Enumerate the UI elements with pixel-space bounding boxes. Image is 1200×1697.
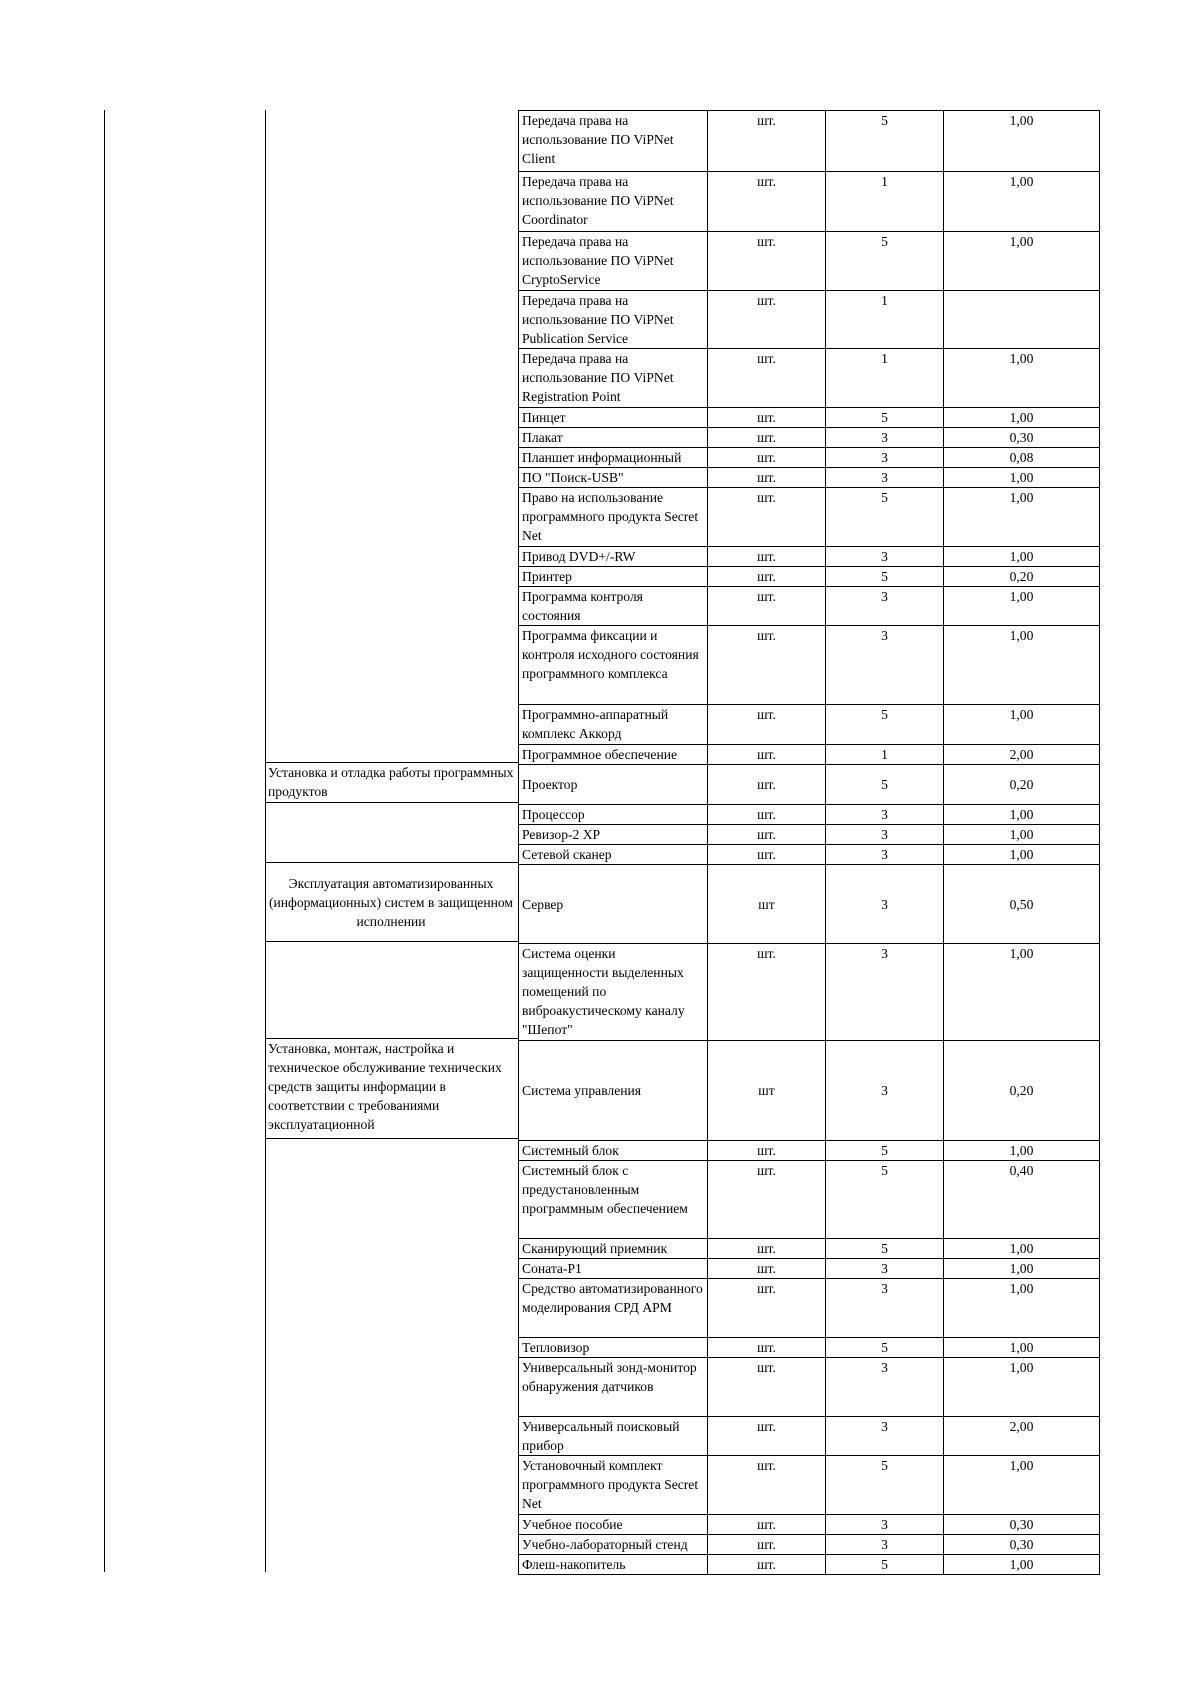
item-unit: шт. <box>707 111 825 171</box>
item-unit: шт. <box>707 805 825 824</box>
item-name: Сканирующий приемник <box>522 1241 668 1256</box>
item-quantity: 3 <box>825 825 943 844</box>
item-unit: шт. <box>707 567 825 586</box>
table-row <box>519 844 1099 864</box>
item-name: Проектор <box>522 777 578 792</box>
item-unit: шт. <box>707 626 825 704</box>
item-quantity: 1 <box>825 349 943 407</box>
item-name: Право на использование программного продукта Secret Net <box>522 490 699 543</box>
table-row <box>519 1337 1099 1357</box>
item-unit: шт. <box>707 547 825 566</box>
table-row <box>519 744 1099 764</box>
item-value: 1,00 <box>943 1456 1099 1514</box>
item-unit: шт. <box>707 1515 825 1534</box>
item-quantity: 3 <box>825 448 943 467</box>
item-name: Привод DVD+/-RW <box>522 549 636 564</box>
item-name: Плакат <box>522 430 563 445</box>
table-row <box>519 111 1099 171</box>
section-rule <box>265 862 518 863</box>
section-label-install-maintenance: Установка, монтаж, настройка и техническое обслуживание технических средств защиты информации в соответствии с требованиями эксплуатационной <box>268 1041 502 1132</box>
item-value: 2,00 <box>943 1417 1099 1455</box>
item-value: 0,30 <box>943 1535 1099 1554</box>
item-unit: шт. <box>707 428 825 447</box>
item-value: 1,00 <box>943 468 1099 487</box>
item-unit: шт. <box>707 825 825 844</box>
item-name: Соната-Р1 <box>522 1261 582 1276</box>
table-row <box>519 1455 1099 1514</box>
item-value: 0,40 <box>943 1161 1099 1238</box>
item-quantity: 5 <box>825 1338 943 1357</box>
item-value: 1,00 <box>943 825 1099 844</box>
table-row <box>519 1534 1099 1554</box>
table-row <box>519 704 1099 744</box>
item-name: Установочный комплект программного продукта Secret Net <box>522 1458 699 1511</box>
table-row <box>519 1238 1099 1258</box>
item-name: Передача права на использование ПО ViPNet Client <box>522 113 674 166</box>
item-name: Учебное пособие <box>522 1517 623 1532</box>
section-column-border <box>265 110 266 1572</box>
item-unit: шт. <box>707 1417 825 1455</box>
table-row <box>519 487 1099 546</box>
item-unit: шт. <box>707 448 825 467</box>
item-unit: шт. <box>707 349 825 407</box>
item-value: 1,00 <box>943 232 1099 290</box>
table-row <box>519 1278 1099 1337</box>
table-row <box>519 407 1099 427</box>
item-unit: шт. <box>707 587 825 625</box>
table-row <box>519 1140 1099 1160</box>
table-row <box>519 427 1099 447</box>
item-unit: шт. <box>707 1535 825 1554</box>
item-value: 1,00 <box>943 547 1099 566</box>
item-unit: шт. <box>707 705 825 744</box>
item-value: 1,00 <box>943 944 1099 1040</box>
table-row <box>519 467 1099 487</box>
item-quantity: 3 <box>825 547 943 566</box>
section-rule <box>265 941 518 942</box>
item-value: 1,00 <box>943 1239 1099 1258</box>
item-unit: шт. <box>707 291 825 348</box>
table-row <box>519 546 1099 566</box>
table-row <box>519 231 1099 290</box>
item-unit: шт. <box>707 845 825 864</box>
table-row <box>519 290 1099 348</box>
table-row <box>519 764 1099 804</box>
item-name: Передача права на использование ПО ViPNet Coordinator <box>522 174 674 227</box>
item-unit: шт. <box>707 468 825 487</box>
item-value: 0,08 <box>943 448 1099 467</box>
table-row <box>519 804 1099 824</box>
item-quantity: 3 <box>825 944 943 1040</box>
item-value: 1,00 <box>943 1555 1099 1574</box>
table-row <box>519 1416 1099 1455</box>
outer-left-border <box>104 110 105 1572</box>
item-unit: шт. <box>707 408 825 427</box>
item-value: 2,00 <box>943 745 1099 764</box>
table-row <box>519 1357 1099 1416</box>
item-value: 1,00 <box>943 805 1099 824</box>
item-unit: шт. <box>707 172 825 231</box>
table-row <box>519 447 1099 467</box>
item-name: Программно-аппаратный комплекс Аккорд <box>522 707 669 741</box>
table-row <box>519 625 1099 704</box>
item-name: Ревизор-2 XP <box>522 827 601 842</box>
table-row <box>519 864 1099 943</box>
item-quantity: 5 <box>825 1555 943 1574</box>
item-name: Учебно-лабораторный стенд <box>522 1537 688 1552</box>
item-value: 1,00 <box>943 845 1099 864</box>
table-row <box>519 1258 1099 1278</box>
item-unit: шт. <box>707 1358 825 1416</box>
item-quantity: 5 <box>825 765 943 804</box>
item-value: 1,00 <box>943 1259 1099 1278</box>
item-quantity: 3 <box>825 1515 943 1534</box>
item-unit: шт. <box>707 1279 825 1337</box>
item-quantity: 3 <box>825 865 943 943</box>
item-value: 1,00 <box>943 587 1099 625</box>
item-value <box>943 291 1099 348</box>
item-value: 1,00 <box>943 1141 1099 1160</box>
item-name: Системный блок <box>522 1143 619 1158</box>
item-quantity: 3 <box>825 1417 943 1455</box>
item-quantity: 5 <box>825 1456 943 1514</box>
item-quantity: 3 <box>825 1535 943 1554</box>
item-unit: шт <box>707 1041 825 1140</box>
item-quantity: 3 <box>825 1358 943 1416</box>
table-row <box>519 824 1099 844</box>
table-row <box>519 586 1099 625</box>
item-name: Передача права на использование ПО ViPNet CryptoService <box>522 234 674 287</box>
item-name: Сервер <box>522 896 564 912</box>
item-name: Системный блок с предустановленным программным обеспечением <box>522 1163 688 1216</box>
equipment-table <box>518 110 1100 1575</box>
item-value: 0,30 <box>943 1515 1099 1534</box>
item-value: 1,00 <box>943 488 1099 546</box>
section-rule <box>265 802 518 803</box>
item-unit: шт. <box>707 1555 825 1574</box>
table-row <box>519 171 1099 231</box>
item-unit: шт. <box>707 1338 825 1357</box>
item-value: 1,00 <box>943 705 1099 744</box>
item-quantity: 3 <box>825 1259 943 1278</box>
item-name: Программа контроля состояния <box>522 589 643 623</box>
item-unit: шт <box>707 865 825 943</box>
table-row <box>519 1040 1099 1140</box>
item-name: Передача права на использование ПО ViPNet Publication Service <box>522 293 674 346</box>
item-quantity: 5 <box>825 232 943 290</box>
item-value: 1,00 <box>943 111 1099 171</box>
item-unit: шт. <box>707 232 825 290</box>
item-quantity: 3 <box>825 845 943 864</box>
section-rule <box>265 1138 518 1139</box>
item-name: Тепловизор <box>522 1340 590 1355</box>
item-quantity: 1 <box>825 172 943 231</box>
item-value: 1,00 <box>943 408 1099 427</box>
item-quantity: 3 <box>825 805 943 824</box>
item-quantity: 1 <box>825 745 943 764</box>
item-quantity: 3 <box>825 468 943 487</box>
item-value: 1,00 <box>943 626 1099 704</box>
item-quantity: 5 <box>825 111 943 171</box>
item-quantity: 3 <box>825 1041 943 1140</box>
item-quantity: 5 <box>825 567 943 586</box>
item-name: ПО "Поиск-USB" <box>522 470 624 485</box>
item-name: Универсальный зонд-монитор обнаружения датчиков <box>522 1360 697 1394</box>
item-quantity: 3 <box>825 587 943 625</box>
item-value: 0,30 <box>943 428 1099 447</box>
item-quantity: 1 <box>825 291 943 348</box>
table-row <box>519 348 1099 407</box>
item-name: Система оценки защищенности выделенных помещений по виброакустическому каналу "Шепот" <box>522 946 685 1037</box>
item-quantity: 3 <box>825 1279 943 1337</box>
section-label-install-debug: Установка и отладка работы программных продуктов <box>268 765 514 799</box>
table-row <box>519 943 1099 1040</box>
item-name: Универсальный поисковый прибор <box>522 1419 680 1453</box>
item-value: 1,00 <box>943 172 1099 231</box>
table-row <box>519 1554 1099 1574</box>
item-quantity: 3 <box>825 428 943 447</box>
item-value: 0,20 <box>943 765 1099 804</box>
item-name: Принтер <box>522 569 572 584</box>
item-unit: шт. <box>707 765 825 804</box>
item-value: 1,00 <box>943 1279 1099 1337</box>
item-unit: шт. <box>707 745 825 764</box>
item-name: Программа фиксации и контроля исходного состояния программного комплекса <box>522 628 699 681</box>
item-value: 1,00 <box>943 349 1099 407</box>
item-name: Передача права на использование ПО ViPNet Registration Point <box>522 351 674 404</box>
item-quantity: 5 <box>825 408 943 427</box>
item-name: Флеш-накопитель <box>522 1557 626 1572</box>
table-row <box>519 1160 1099 1238</box>
item-name: Сетевой сканер <box>522 847 612 862</box>
item-value: 0,20 <box>943 1041 1099 1140</box>
item-unit: шт. <box>707 1456 825 1514</box>
item-quantity: 5 <box>825 1161 943 1238</box>
item-name: Система управления <box>522 1083 642 1098</box>
item-name: Программное обеспечение <box>522 747 678 762</box>
item-value: 1,00 <box>943 1358 1099 1416</box>
item-unit: шт. <box>707 944 825 1040</box>
item-quantity: 5 <box>825 1239 943 1258</box>
table-row <box>519 566 1099 586</box>
item-unit: шт. <box>707 1239 825 1258</box>
item-name: Пинцет <box>522 410 566 425</box>
item-unit: шт. <box>707 1161 825 1238</box>
item-value: 0,50 <box>943 865 1099 943</box>
item-name: Процессор <box>522 807 585 822</box>
item-quantity: 5 <box>825 705 943 744</box>
section-label-operation: Эксплуатация автоматизированных (информационных) систем в защищенном исполнении <box>268 876 514 929</box>
item-name: Средство автоматизированного моделирования СРД АРМ <box>522 1281 703 1315</box>
item-unit: шт. <box>707 1141 825 1160</box>
item-quantity: 5 <box>825 1141 943 1160</box>
item-quantity: 5 <box>825 488 943 546</box>
item-name: Планшет информационный <box>522 450 682 465</box>
item-unit: шт. <box>707 1259 825 1278</box>
item-value: 0,20 <box>943 567 1099 586</box>
item-quantity: 3 <box>825 626 943 704</box>
table-row <box>519 1514 1099 1534</box>
item-unit: шт. <box>707 488 825 546</box>
item-value: 1,00 <box>943 1338 1099 1357</box>
